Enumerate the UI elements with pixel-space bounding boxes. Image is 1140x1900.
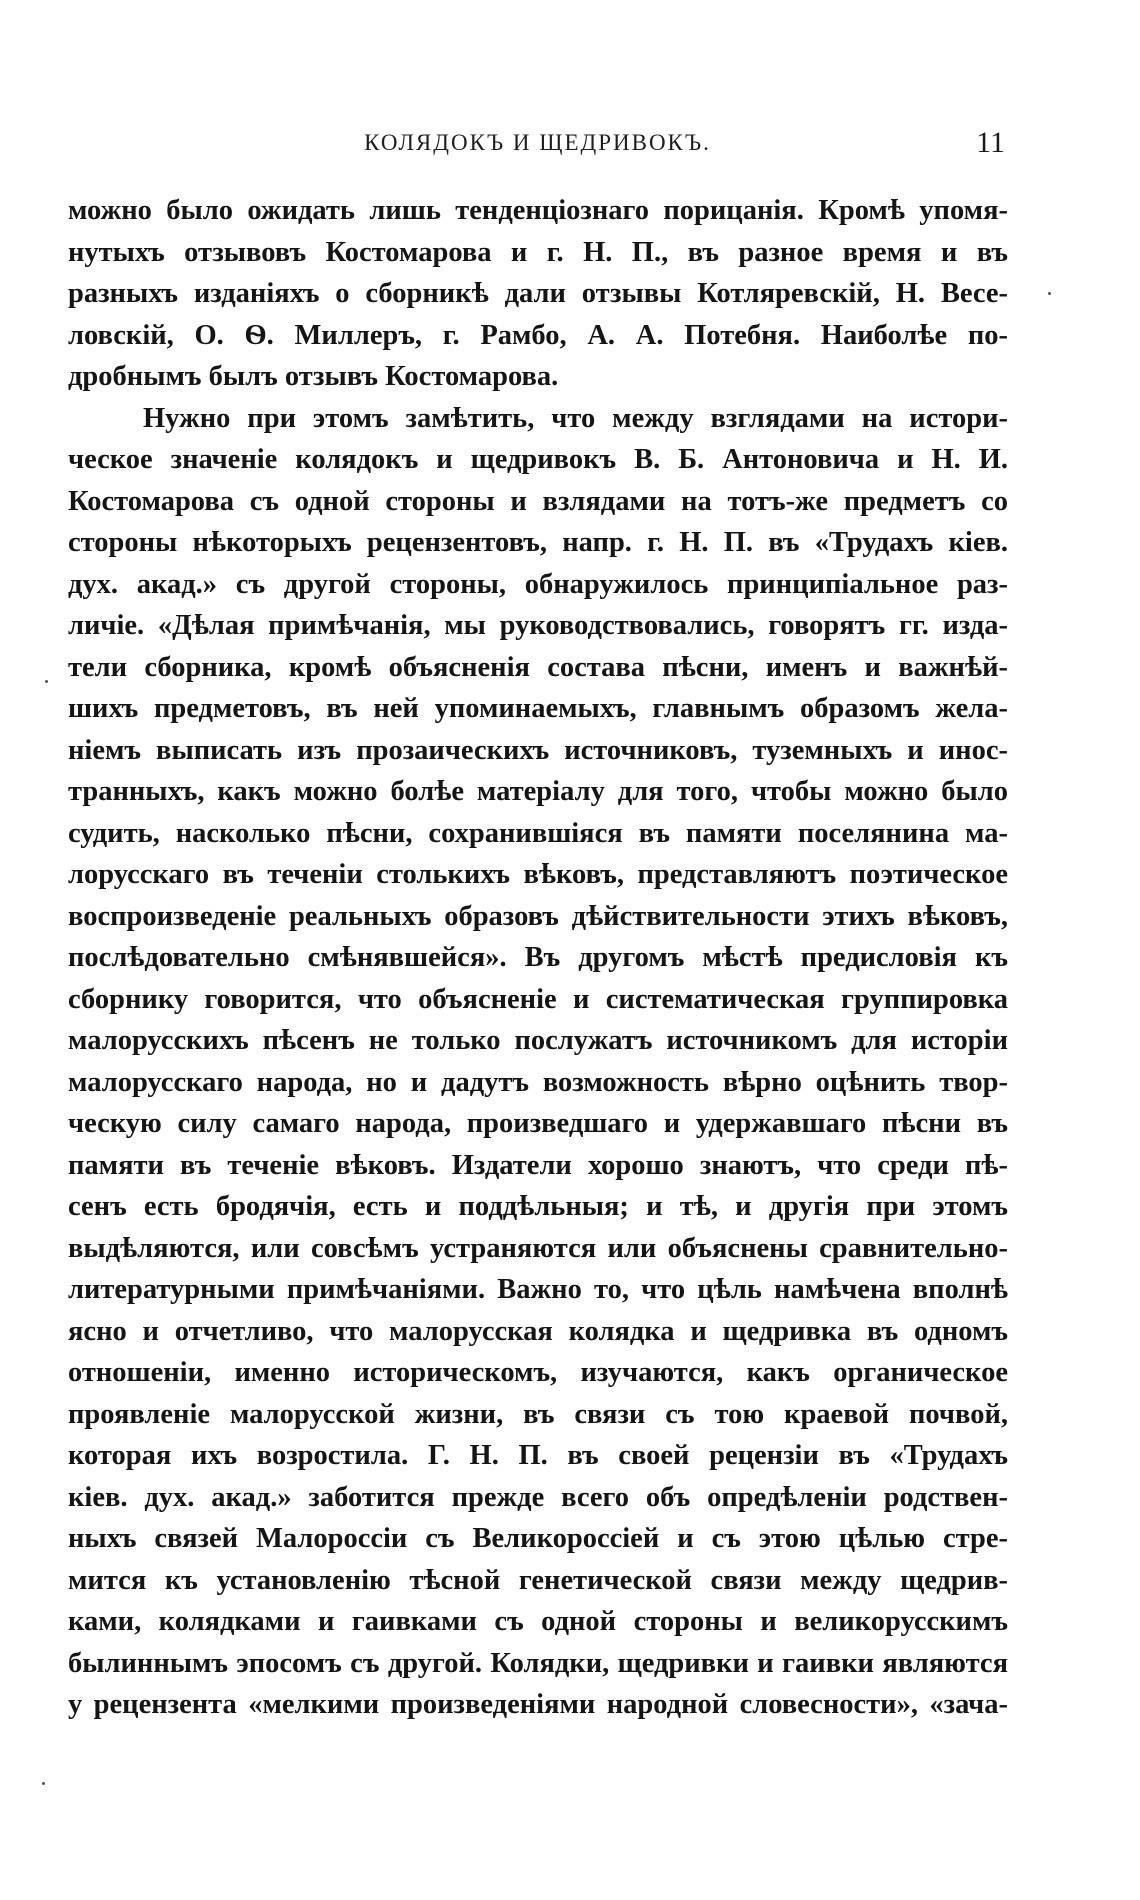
text-line: ческую силу самаго народа, произведшаго и удержавшаго пѣсни въ bbox=[68, 1108, 1008, 1139]
text-line: воспроизведеніе реальныхъ образовъ дѣйствительности этихъ вѣковъ, bbox=[68, 900, 1008, 932]
text-line: былиннымъ эпосомъ съ другой. Колядки, щедривки и гаивки являются bbox=[68, 1647, 1008, 1679]
text-line: малорусскаго народа, но и дадутъ возможность вѣрно оцѣнить твор- bbox=[68, 1066, 1008, 1098]
text-line: разныхъ изданіяхъ о сборникѣ дали отзывы Котляревскій, Н. Весе- bbox=[68, 278, 1008, 309]
text-line: шихъ предметовъ, въ ней упоминаемыхъ, главнымъ образомъ жела- bbox=[68, 693, 1008, 724]
text-line: литературными примѣчаніями. Важно то, что цѣль намѣчена вполнѣ bbox=[68, 1274, 1008, 1305]
text-line: тели сборника, кромѣ объясненія состава пѣсни, именъ и важнѣй- bbox=[68, 651, 1008, 683]
text-line: лорусскаго въ теченіи столькихъ вѣковъ, представляютъ поэтическое bbox=[68, 859, 1008, 890]
page-number: 11 bbox=[976, 126, 1005, 159]
text-line: Нужно при этомъ замѣтить, что между взглядами на истори- bbox=[143, 402, 1008, 434]
text-line: сборнику говорится, что объясненіе и систематическая группировка bbox=[68, 983, 1008, 1015]
running-head bbox=[70, 126, 1005, 166]
text-line: выдѣляются, или совсѣмъ устраняются или объяснены сравнительно- bbox=[68, 1232, 1008, 1264]
body-text bbox=[68, 190, 1008, 1726]
text-line: ныхъ связей Малороссіи съ Великороссіей и съ этою цѣлью стре- bbox=[68, 1523, 1008, 1554]
scan-speck bbox=[45, 680, 48, 683]
text-line: у рецензента «мелкими произведеніями народной словесности», «зача- bbox=[68, 1689, 1008, 1720]
text-line: отношеніи, именно историческомъ, изучаются, какъ органическое bbox=[68, 1357, 1008, 1388]
text-line: кіев. дух. акад.» заботится прежде всего объ опредѣленіи родствен- bbox=[68, 1481, 1008, 1513]
text-line: малорусскихъ пѣсенъ не только послужатъ источникомъ для исторіи bbox=[68, 1025, 1008, 1056]
scan-speck bbox=[1048, 292, 1051, 295]
text-line: личіе. «Дѣлая примѣчанія, мы руководствовались, говорятъ гг. изда- bbox=[68, 610, 1008, 641]
text-line: ческое значеніе колядокъ и щедривокъ В. Б. Антоновича и Н. И. bbox=[68, 444, 1008, 475]
text-line: можно было ожидать лишь тенденціознаго порицанія. Кромѣ упомя- bbox=[68, 195, 1008, 226]
text-line: ками, колядками и гаивками съ одной стороны и великорусскимъ bbox=[68, 1606, 1008, 1637]
text-line: сенъ есть бродячія, есть и поддѣльныя; и тѣ, и другія при этомъ bbox=[68, 1191, 1008, 1222]
text-line: судить, насколько пѣсни, сохранившіяся въ памяти поселянина ма- bbox=[68, 817, 1008, 849]
running-title: КОЛЯДОКЪ И ЩЕДРИВОКЪ. bbox=[364, 130, 711, 155]
text-line: ловскій, О. Ѳ. Миллеръ, г. Рамбо, А. А. Потебня. Наиболѣе по- bbox=[68, 319, 1008, 351]
text-line: транныхъ, какъ можно болѣе матеріалу для того, чтобы можно было bbox=[68, 776, 1008, 807]
text-line: Костомарова съ одной стороны и взлядами на тотъ-же предметъ со bbox=[68, 485, 1008, 517]
text-line: мится къ установленію тѣсной генетической связи между щедрив- bbox=[68, 1564, 1008, 1596]
text-line: дробнымъ былъ отзывъ Костомарова. bbox=[68, 361, 559, 392]
text-line: которая ихъ возростила. Г. Н. П. въ своей рецензіи въ «Трудахъ bbox=[68, 1440, 1008, 1471]
scan-speck bbox=[42, 1782, 45, 1785]
text-line: дух. акад.» съ другой стороны, обнаружилось принципіальное раз- bbox=[68, 568, 1008, 600]
text-line: ясно и отчетливо, что малорусская колядка и щедривка въ одномъ bbox=[68, 1315, 1008, 1347]
text-line: послѣдовательно смѣнявшейся». Въ другомъ мѣстѣ предисловія къ bbox=[68, 942, 1008, 973]
text-line: ніемъ выписать изъ прозаическихъ источниковъ, туземныхъ и инос- bbox=[68, 734, 1008, 766]
text-line: проявленіе малорусской жизни, въ связи съ тою краевой почвой, bbox=[68, 1398, 1008, 1430]
text-line: памяти въ теченіе вѣковъ. Издатели хорошо знаютъ, что среди пѣ- bbox=[68, 1149, 1008, 1181]
text-line: стороны нѣкоторыхъ рецензентовъ, напр. г. Н. П. въ «Трудахъ кiев. bbox=[68, 527, 1008, 558]
text-line: нутыхъ отзывовъ Костомарова и г. Н. П., въ разное время и въ bbox=[68, 236, 1008, 268]
